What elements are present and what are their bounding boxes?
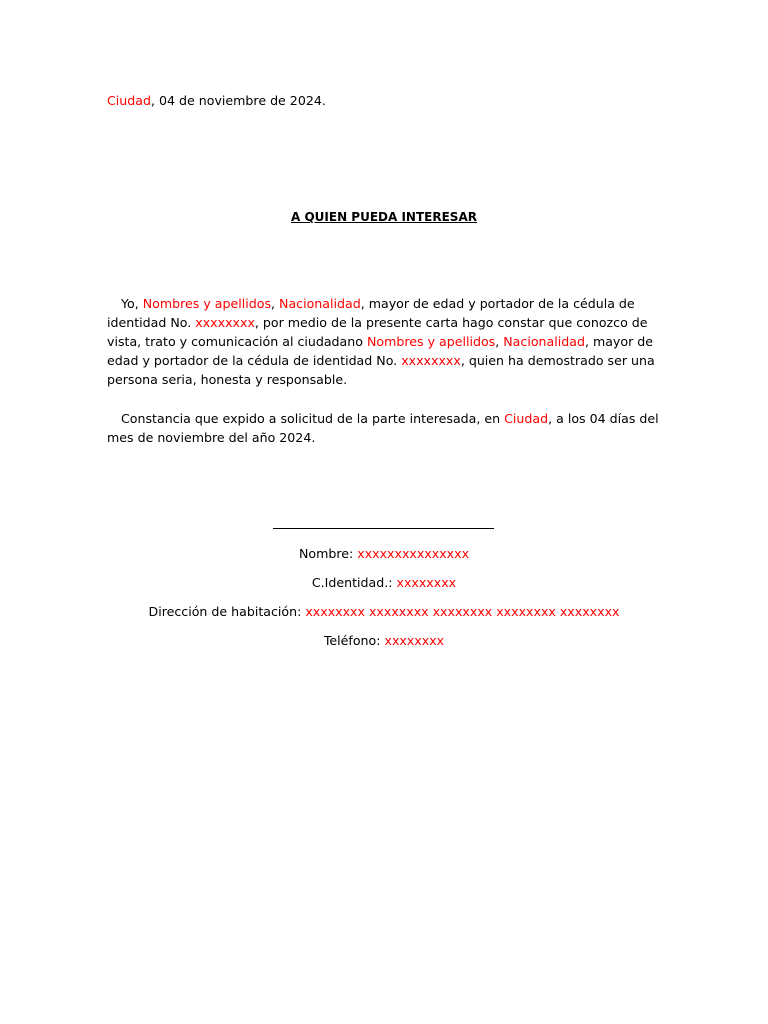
- p1-text-1: Yo,: [121, 296, 143, 311]
- signature-id-value: xxxxxxxx: [396, 575, 457, 590]
- date-line: [107, 91, 326, 110]
- signature-address-label: Dirección de habitación:: [148, 604, 306, 619]
- id-placeholder-1: xxxxxxxx: [195, 315, 255, 330]
- body-paragraph-1: [107, 294, 667, 389]
- signature-name-value: xxxxxxxxxxxxxxx: [357, 546, 470, 561]
- document-title: A QUIEN PUEDA INTERESAR: [291, 210, 477, 224]
- p2-text-2: , a los 04 días del mes de noviembre del año 2024.: [107, 411, 659, 445]
- p1-text-7: , quien ha demostrado ser una persona seria, honesta y responsable.: [107, 353, 655, 387]
- body-paragraph-2: [107, 409, 667, 447]
- p2-text-1: Constancia que expido a solicitud de la parte interesada, en: [121, 411, 505, 426]
- signature-id-row: [0, 573, 768, 592]
- signature-address-value: xxxxxxxx xxxxxxxx xxxxxxxx xxxxxxxx xxxxxxxx: [305, 604, 620, 619]
- id-placeholder-2: xxxxxxxx: [401, 353, 461, 368]
- p1-text-6: , mayor de edad y portador de la cédula de identidad No.: [107, 334, 654, 368]
- signature-name-row: [0, 544, 768, 563]
- signature-line: [273, 528, 494, 529]
- name-placeholder-2: Nombres y apellidos: [366, 334, 496, 349]
- nationality-placeholder-1: Nacionalidad: [279, 296, 361, 311]
- name-placeholder-1: Nombres y apellidos: [142, 296, 272, 311]
- signature-phone-label: Teléfono:: [323, 633, 385, 648]
- p1-text-4: , por medio de la presente carta hago constar que conozco de vista, trato y comunicación al ciudadano: [107, 315, 648, 349]
- p1-text-3: , mayor de edad y portador de la cédula de identidad No.: [107, 296, 635, 330]
- city-placeholder-2: Ciudad: [504, 411, 549, 426]
- signature-phone-row: [0, 631, 768, 650]
- signature-phone-value: xxxxxxxx: [384, 633, 445, 648]
- signature-address-row: [0, 602, 768, 621]
- p1-text-2: ,: [271, 296, 280, 311]
- city-placeholder: Ciudad: [107, 93, 151, 108]
- p1-text-5: ,: [495, 334, 504, 349]
- signature-id-label: C.Identidad.:: [311, 575, 397, 590]
- nationality-placeholder-2: Nacionalidad: [503, 334, 585, 349]
- signature-name-label: Nombre:: [298, 546, 358, 561]
- date-text: , 04 de noviembre de 2024.: [150, 93, 326, 108]
